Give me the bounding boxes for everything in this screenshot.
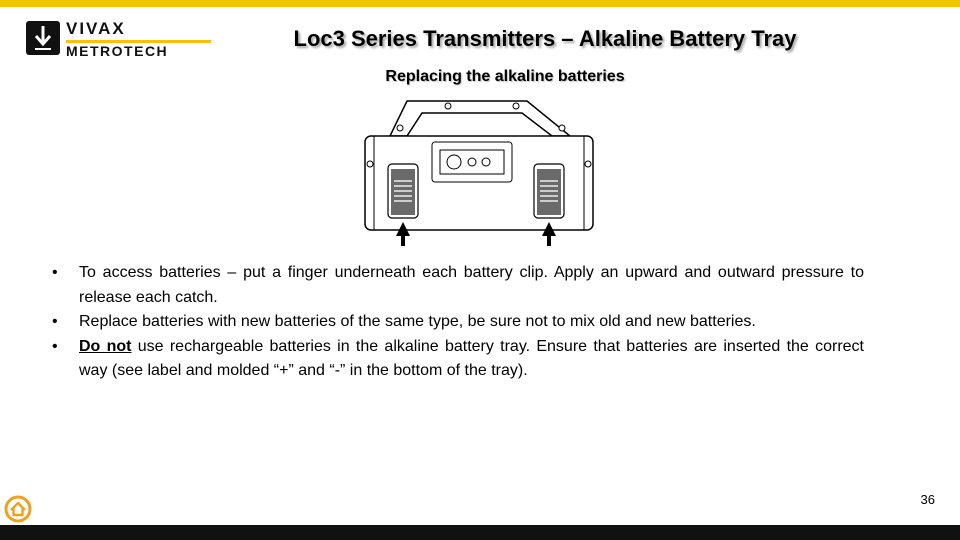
brand-name-line1: VIVAX xyxy=(66,19,126,38)
section-subtitle: Replacing the alkaline batteries xyxy=(385,68,625,85)
brand-name-line2: METROTECH xyxy=(66,43,169,59)
bullet-marker: • xyxy=(52,313,58,330)
home-icon[interactable] xyxy=(4,495,32,523)
instruction-list xyxy=(52,261,864,384)
list-item xyxy=(52,261,864,310)
list-item xyxy=(52,335,864,384)
top-accent-bar xyxy=(0,0,960,7)
vivax-logo-icon xyxy=(26,21,60,55)
page-number: 36 xyxy=(920,492,935,507)
bullet-text: Replace batteries with new batteries of the same type, be sure not to mix old and new batteries. xyxy=(79,313,756,330)
bullet-text: To access batteries – put a finger underneath each battery clip. Apply an upward and outward pressure to release each catch. xyxy=(79,264,864,306)
list-item xyxy=(52,310,864,335)
transmitter-illustration xyxy=(362,96,602,248)
page-title: Loc3 Series Transmitters – Alkaline Battery Tray xyxy=(293,26,797,51)
bullet-emphasis: Do not xyxy=(79,337,132,355)
company-logo xyxy=(26,19,216,59)
footer-bar xyxy=(0,525,960,540)
bullet-text: use rechargeable batteries in the alkaline battery tray. Ensure that batteries are inserted the correct way (see label and molded “+” and “-” in the bottom of the tray). xyxy=(79,337,864,379)
bullet-marker: • xyxy=(52,264,58,281)
bullet-marker: • xyxy=(52,337,58,355)
transmitter-handle xyxy=(390,101,570,136)
